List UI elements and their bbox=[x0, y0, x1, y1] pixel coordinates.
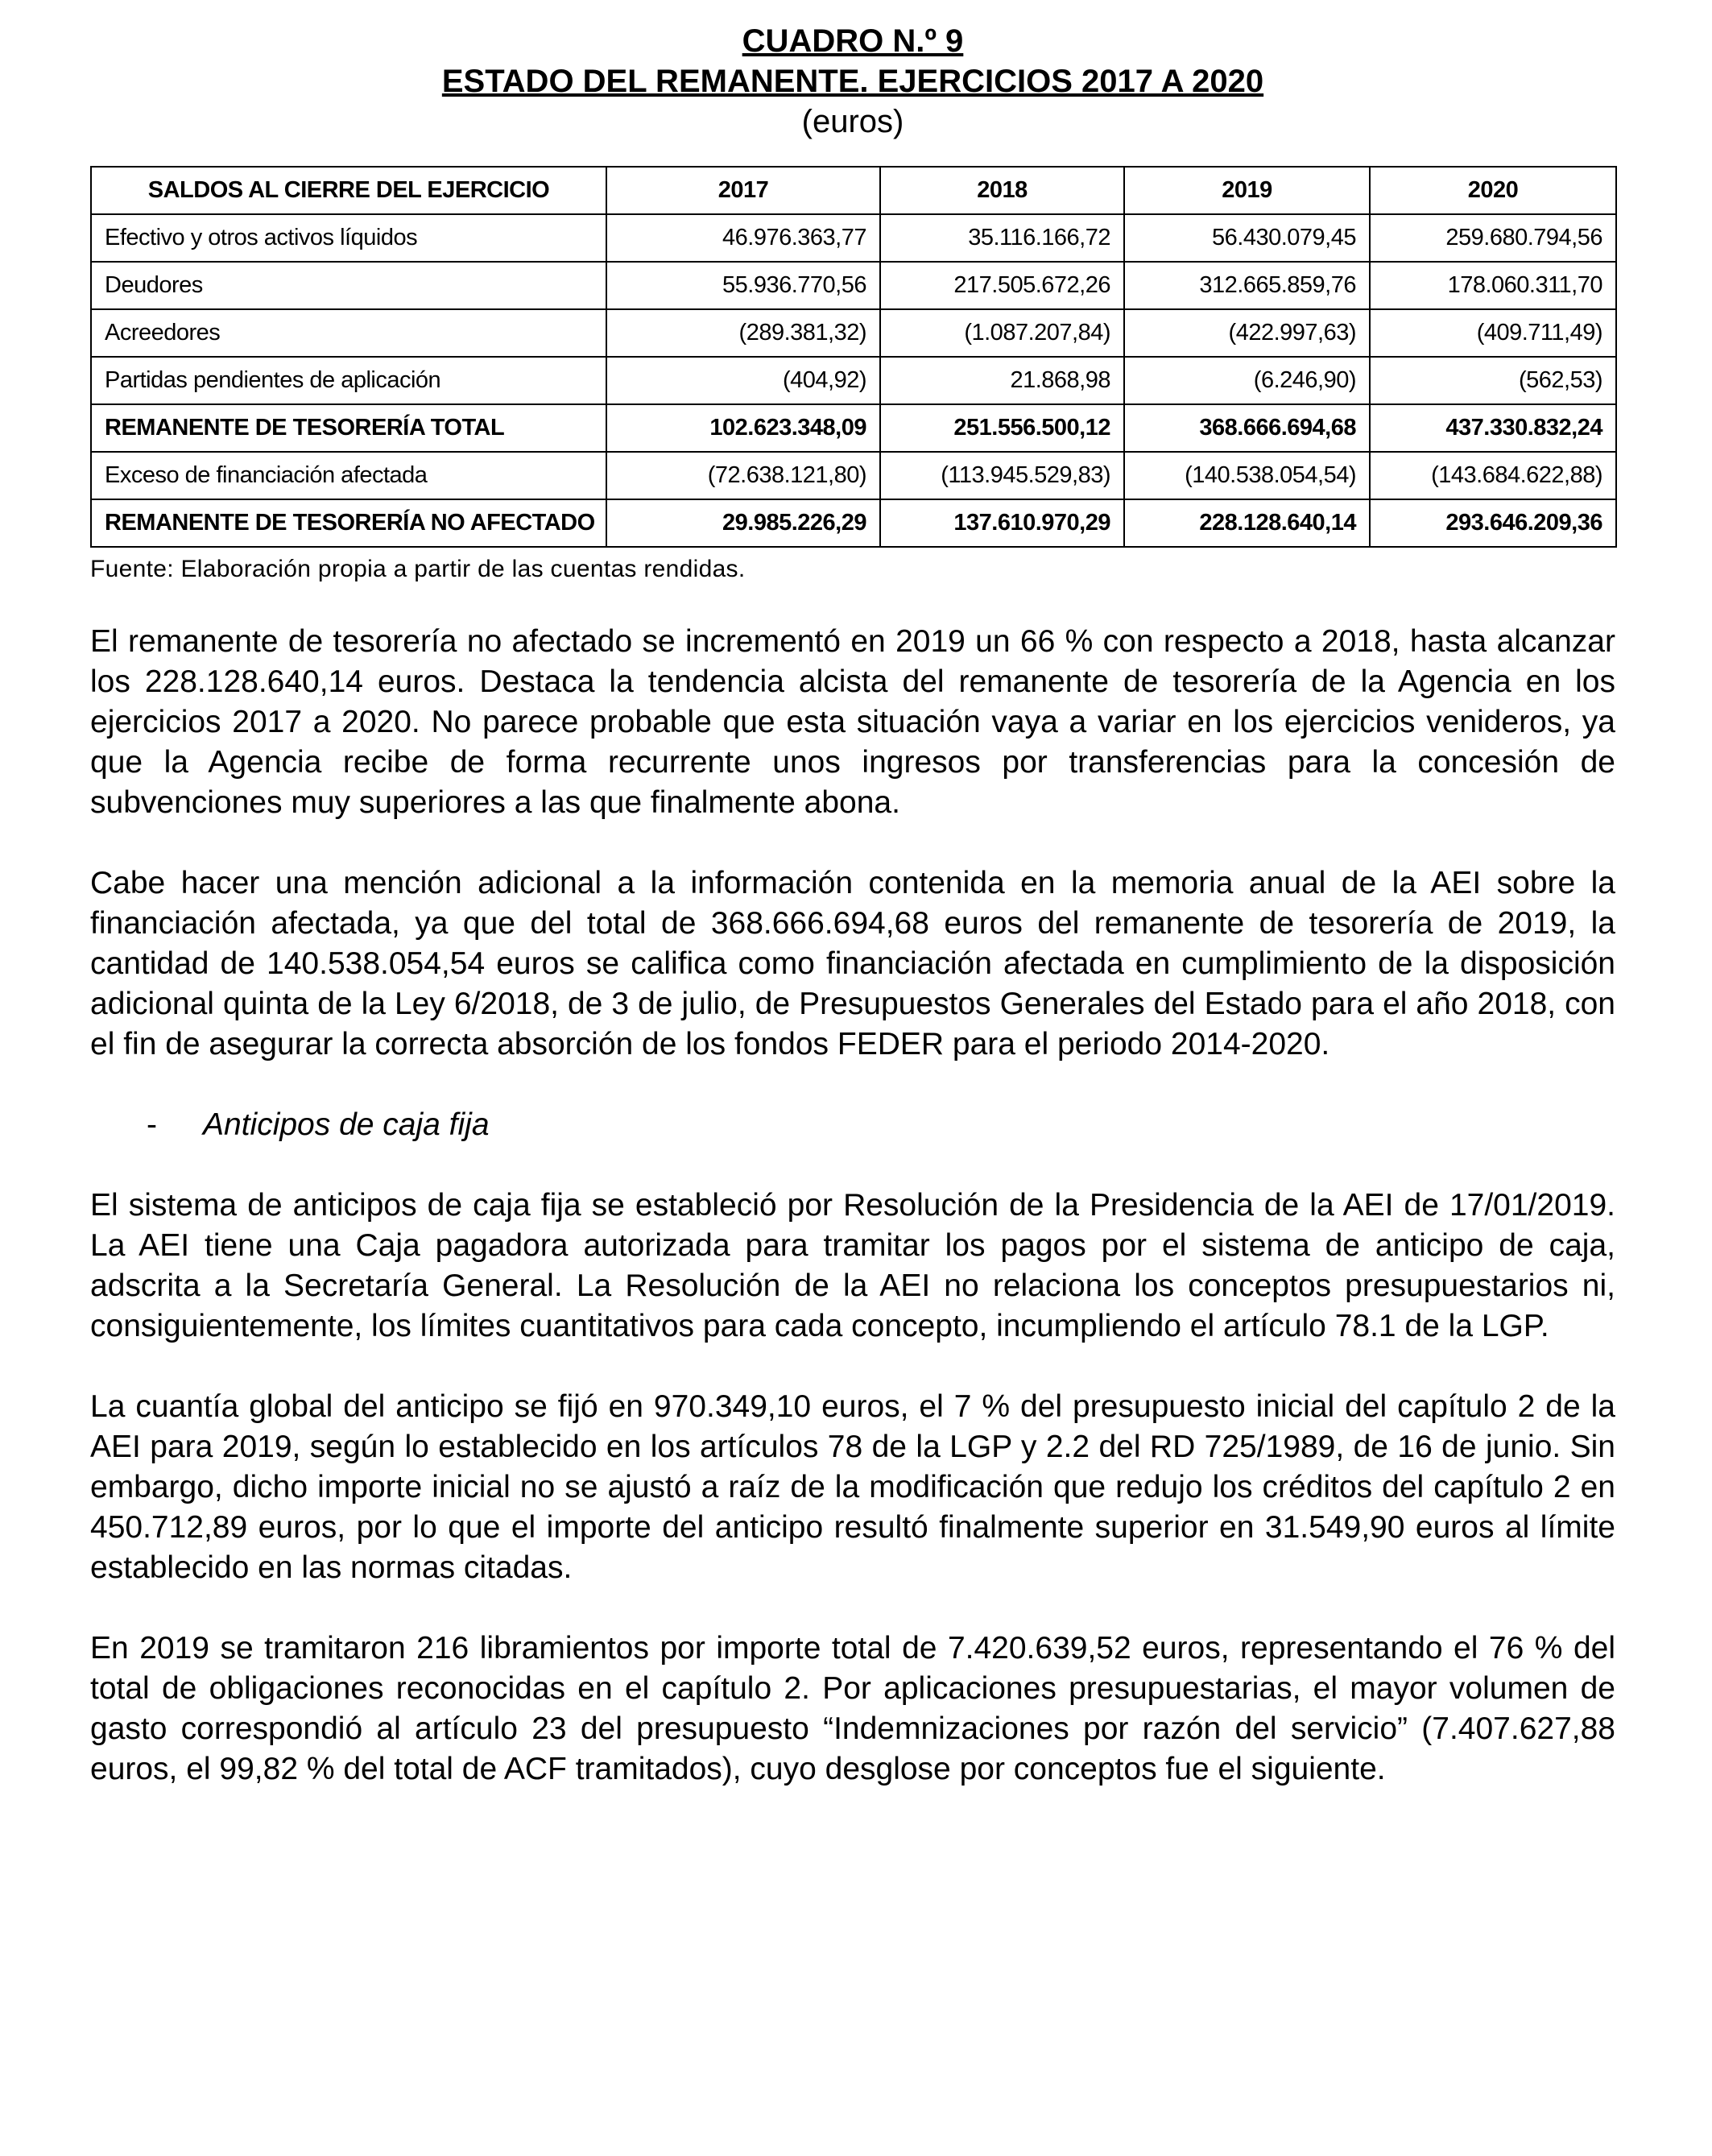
table-row bbox=[91, 309, 1616, 357]
table-cell: (72.638.121,80) bbox=[606, 452, 880, 499]
table-units: (euros) bbox=[801, 104, 904, 139]
table-cell: 259.680.794,56 bbox=[1370, 214, 1616, 262]
column-header: 2020 bbox=[1370, 167, 1616, 214]
table-cell: 102.623.348,09 bbox=[606, 404, 880, 452]
row-label: Partidas pendientes de aplicación bbox=[91, 357, 606, 404]
document-page bbox=[90, 21, 1615, 1790]
table-cell: (409.711,49) bbox=[1370, 309, 1616, 357]
remanente-table bbox=[90, 166, 1617, 548]
table-source-note: Fuente: Elaboración propia a partir de las cuentas rendidas. bbox=[90, 556, 746, 582]
table-row-total bbox=[91, 499, 1616, 547]
column-header: SALDOS AL CIERRE DEL EJERCICIO bbox=[91, 167, 606, 214]
table-cell: 21.868,98 bbox=[880, 357, 1124, 404]
column-header: 2017 bbox=[606, 167, 880, 214]
table-cell: 178.060.311,70 bbox=[1370, 262, 1616, 309]
table-cell: 55.936.770,56 bbox=[606, 262, 880, 309]
table-cell: 251.556.500,12 bbox=[880, 404, 1124, 452]
table-cell: (404,92) bbox=[606, 357, 880, 404]
table-header-row bbox=[91, 167, 1616, 214]
row-label: Efectivo y otros activos líquidos bbox=[91, 214, 606, 262]
table-cell: (422.997,63) bbox=[1124, 309, 1370, 357]
table-cell: 137.610.970,29 bbox=[880, 499, 1124, 547]
body-paragraph: En 2019 se tramitaron 216 libramientos por importe total de 7.420.639,52 euros, representando el 76 % del total de obligaciones reconocidas en el capítulo 2. Por aplicaciones presupuestarias, el mayor volumen de gasto correspondió al artículo 23 del presupuesto “Indemnizaciones por razón del servicio” (7.407.627,88 euros, el 99,82 % del total de ACF tramitados), cuyo desglose por conceptos fue el siguiente. bbox=[90, 1631, 1615, 1786]
table-row bbox=[91, 262, 1616, 309]
section-bullet bbox=[90, 1105, 1615, 1145]
bullet-dash: - bbox=[147, 1107, 157, 1142]
row-label: Deudores bbox=[91, 262, 606, 309]
table-cell: 312.665.859,76 bbox=[1124, 262, 1370, 309]
table-cell: 293.646.209,36 bbox=[1370, 499, 1616, 547]
table-cell: 56.430.079,45 bbox=[1124, 214, 1370, 262]
table-row bbox=[91, 357, 1616, 404]
row-label: REMANENTE DE TESORERÍA NO AFECTADO bbox=[91, 499, 606, 547]
section-heading: Anticipos de caja fija bbox=[203, 1107, 490, 1142]
body-paragraph: El sistema de anticipos de caja fija se estableció por Resolución de la Presidencia de la AEI de 17/01/2019. La AEI tiene una Caja pagadora autorizada para tramitar los pagos por el sistema de anticipo de caja, adscrita a la Secretaría General. La Resolución de la AEI no relaciona los conceptos presupuestarios ni, consiguientemente, los límites cuantitativos para cada concepto, incumpliendo el artículo 78.1 de la LGP. bbox=[90, 1188, 1615, 1343]
body-paragraph: La cuantía global del anticipo se fijó en 970.349,10 euros, el 7 % del presupuesto inicial del capítulo 2 de la AEI para 2019, según lo establecido en los artículos 78 de la LGP y 2.2 del RD 725/1989, de 16 de junio. Sin embargo, dicho importe inicial no se ajustó a raíz de la modificación que redujo los créditos del capítulo 2 en 450.712,89 euros, por lo que el importe del anticipo resultó finalmente superior en 31.549,90 euros al límite establecido en las normas citadas. bbox=[90, 1389, 1615, 1585]
table-cell: (562,53) bbox=[1370, 357, 1616, 404]
table-cell: 368.666.694,68 bbox=[1124, 404, 1370, 452]
row-label: Exceso de financiación afectada bbox=[91, 452, 606, 499]
table-cell: 35.116.166,72 bbox=[880, 214, 1124, 262]
table-cell: 228.128.640,14 bbox=[1124, 499, 1370, 547]
table-cell: (1.087.207,84) bbox=[880, 309, 1124, 357]
table-cell: (140.538.054,54) bbox=[1124, 452, 1370, 499]
table-cell: 29.985.226,29 bbox=[606, 499, 880, 547]
table-row bbox=[91, 214, 1616, 262]
table-cell: 217.505.672,26 bbox=[880, 262, 1124, 309]
table-cell: 437.330.832,24 bbox=[1370, 404, 1616, 452]
column-header: 2018 bbox=[880, 167, 1124, 214]
table-row bbox=[91, 452, 1616, 499]
body-paragraph: El remanente de tesorería no afectado se incrementó en 2019 un 66 % con respecto a 2018, hasta alcanzar los 228.128.640,14 euros. Destaca la tendencia alcista del remanente de tesorería de la Agencia en los ejercicios 2017 a 2020. No parece probable que esta situación vaya a variar en los ejercicios venideros, ya que la Agencia recibe de forma recurrente unos ingresos por transferencias para la concesión de subvenciones muy superiores a las que finalmente abona. bbox=[90, 624, 1615, 820]
column-header: 2019 bbox=[1124, 167, 1370, 214]
table-cell: (143.684.622,88) bbox=[1370, 452, 1616, 499]
table-number: CUADRO N.º 9 bbox=[742, 23, 964, 59]
row-label: REMANENTE DE TESORERÍA TOTAL bbox=[91, 404, 606, 452]
table-cell: (289.381,32) bbox=[606, 309, 880, 357]
table-title: ESTADO DEL REMANENTE. EJERCICIOS 2017 A 2020 bbox=[441, 64, 1264, 99]
body-paragraph: Cabe hacer una mención adicional a la información contenida en la memoria anual de la AEI sobre la financiación afectada, ya que del total de 368.666.694,68 euros del remanente de tesorería de 2019, la cantidad de 140.538.054,54 euros se califica como financiación afectada en cumplimiento de la disposición adicional quinta de la Ley 6/2018, de 3 de julio, de Presupuestos Generales del Estado para el año 2018, con el fin de asegurar la correcta absorción de los fondos FEDER para el periodo 2014-2020. bbox=[90, 866, 1615, 1061]
row-label: Acreedores bbox=[91, 309, 606, 357]
table-cell: (113.945.529,83) bbox=[880, 452, 1124, 499]
table-cell: 46.976.363,77 bbox=[606, 214, 880, 262]
table-row-total bbox=[91, 404, 1616, 452]
table-cell: (6.246,90) bbox=[1124, 357, 1370, 404]
